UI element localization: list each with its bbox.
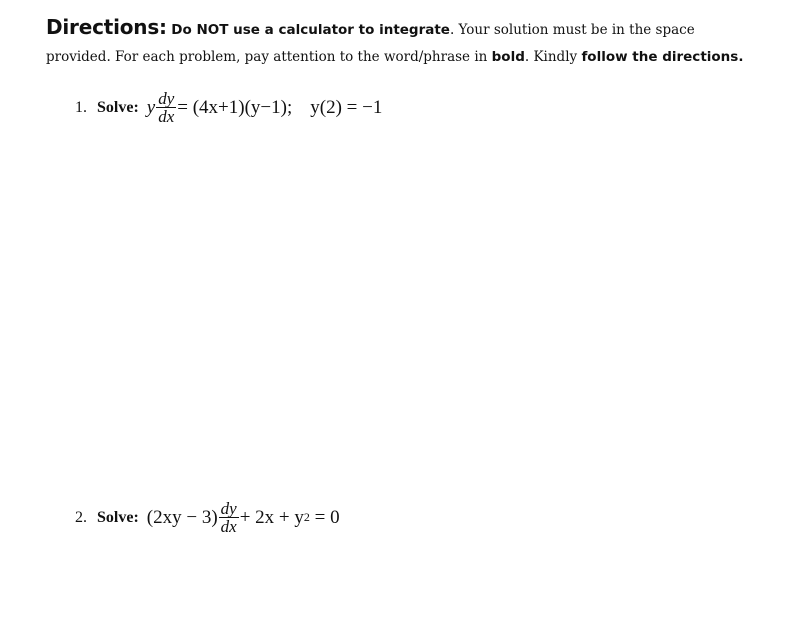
problem-2-exponent: 2 bbox=[303, 510, 310, 524]
problem-1-label: Solve: bbox=[97, 98, 139, 116]
directions-bold-follow: follow the directions. bbox=[581, 49, 744, 65]
directions-bold-calculator: Do NOT use a calculator to integrate bbox=[171, 22, 450, 38]
directions-text-2: . Kindly bbox=[524, 49, 582, 65]
problem-2 bbox=[75, 500, 340, 535]
problem-1-eq-post: = (4x+1)(y−1); bbox=[177, 96, 293, 118]
problem-1-equation bbox=[147, 90, 383, 125]
problem-1-frac-den: dx bbox=[158, 107, 175, 126]
problem-2-frac-num: dy bbox=[220, 499, 237, 518]
directions-heading: Directions: bbox=[46, 15, 167, 39]
problem-1-number: 1. bbox=[75, 98, 87, 116]
problem-2-derivative bbox=[219, 500, 239, 535]
problem-2-frac-den: dx bbox=[220, 517, 237, 536]
problem-2-eq-post: + 2x + y bbox=[239, 506, 304, 528]
problem-1 bbox=[75, 90, 382, 125]
problem-2-equation bbox=[147, 500, 340, 535]
problem-2-label: Solve: bbox=[97, 508, 139, 526]
problem-2-number: 2. bbox=[75, 508, 87, 526]
directions-text-1: . Your solution must be in the space provided. For each problem, pay attention to the word/phrase in bbox=[46, 22, 695, 65]
problem-2-eq-end: = 0 bbox=[309, 506, 340, 528]
directions-bold-word: bold bbox=[491, 49, 525, 65]
problem-1-derivative bbox=[156, 90, 176, 125]
problem-1-frac-num: dy bbox=[158, 89, 175, 108]
problem-1-initial-condition: y(2) = −1 bbox=[310, 96, 383, 118]
problem-1-eq-pre: y bbox=[146, 96, 156, 118]
problem-2-eq-pre: (2xy − 3) bbox=[146, 506, 218, 528]
directions-paragraph bbox=[46, 14, 758, 71]
